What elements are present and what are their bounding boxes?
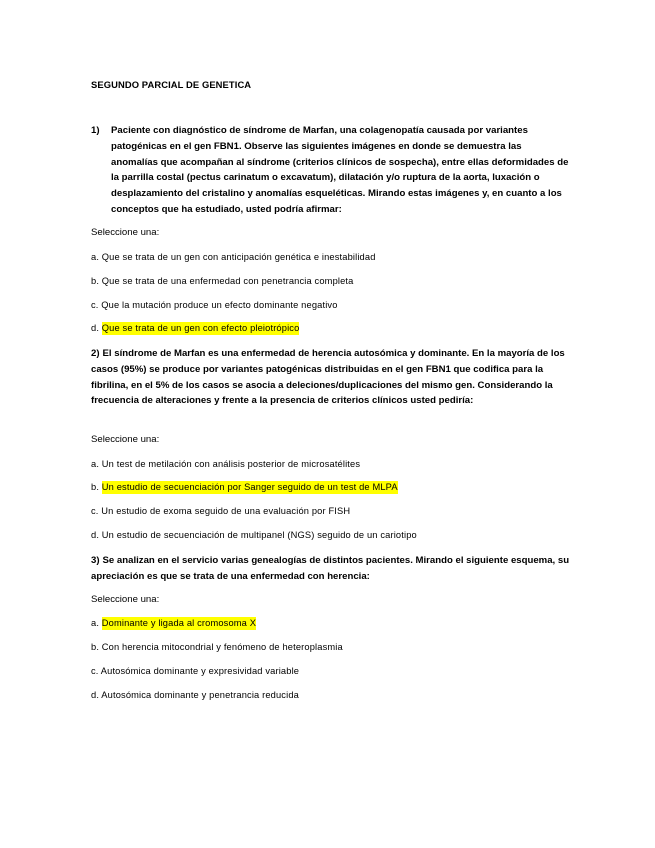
question-3-option-d[interactable] [91,690,299,700]
option-text: Que se trata de una enfermedad con penetrancia completa [101,276,354,286]
question-2-option-d[interactable] [91,530,417,540]
option-prefix: b. [91,276,100,286]
option-text: Que se trata de un gen con anticipación genética e inestabilidad [101,252,376,262]
option-prefix: a. [91,459,100,469]
question-1-text: Paciente con diagnóstico de síndrome de Marfan, una colagenopatía causada por variantes patogénicas en el gen FBN1. Observe las siguientes imágenes en donde se demuestra las anomalías que acompañan al síndrome (criterios clínicos de sospecha), entre ellas deformidades de la parrilla costal (pectus carinatum o excavatum), dilatación y/o ruptura de la aorta, luxación o desplazamiento del cristalino y anomalías esqueléticas. Mirando estas imágenes y, en cuanto a los conceptos que ha estudiado, usted podría afirmar: [111,125,569,215]
option-text-highlighted: Que se trata de un gen con efecto pleiotrópico [101,323,300,333]
option-text: Que la mutación produce un efecto dominante negativo [101,300,338,310]
option-text-highlighted: Un estudio de secuenciación por Sanger seguido de un test de MLPA [101,482,398,492]
option-text: Un estudio de exoma seguido de una evaluación por FISH [101,506,351,516]
question-2-statement [91,346,571,409]
option-text-highlighted: Dominante y ligada al cromosoma X [101,618,257,628]
question-1-option-a[interactable] [91,252,376,262]
option-prefix: a. [91,252,100,262]
option-text: Un test de metilación con análisis posterior de microsatélites [101,459,361,469]
document-title: SEGUNDO PARCIAL DE GENETICA [91,79,252,90]
option-text: Con herencia mitocondrial y fenómeno de heteroplasmia [101,642,343,652]
question-1-option-b[interactable] [91,276,353,286]
option-prefix: c. [91,300,99,310]
question-3-option-b[interactable] [91,642,343,652]
option-prefix: b. [91,642,100,652]
option-prefix: c. [91,666,99,676]
question-1-statement [91,123,571,218]
question-2-prompt: Seleccione una: [91,434,160,445]
option-prefix: d. [91,690,100,700]
question-1-option-d[interactable] [91,323,299,333]
question-1-option-c[interactable] [91,300,338,310]
question-3-prompt: Seleccione una: [91,594,160,605]
question-3-statement [91,553,571,585]
question-2-number: 2) [91,348,100,359]
question-1-number: 1) [91,125,100,136]
question-2-text: El síndrome de Marfan es una enfermedad de herencia autosómica y dominante. En la mayoría de los casos (95%) se produce por variantes patogénicas distribuidas en el gen FBN1 que codifica para la fibrilina, en el 5% de los casos se asocia a deleciones/duplicaciones del mismo gen. Considerando la frecuencia de alteraciones y frente a la presencia de criterios clínicos usted pediría: [91,348,565,407]
option-text: Autosómica dominante y expresividad variable [100,666,300,676]
question-3-option-a[interactable] [91,618,256,628]
question-3-number: 3) [91,555,100,566]
option-text: Un estudio de secuenciación de multipanel (NGS) seguido de un cariotipo [101,530,417,540]
option-prefix: b. [91,482,100,492]
question-2-option-b[interactable] [91,482,398,492]
option-prefix: c. [91,506,99,516]
question-3-text: Se analizan en el servicio varias genealogías de distintos pacientes. Mirando el siguiente esquema, su apreciación es que se trata de una enfermedad con herencia: [91,555,570,582]
question-3-option-c[interactable] [91,666,299,676]
option-prefix: d. [91,530,100,540]
question-2-option-a[interactable] [91,459,360,469]
option-prefix: d. [91,323,100,333]
question-2-option-c[interactable] [91,506,350,516]
question-1-prompt: Seleccione una: [91,227,160,238]
option-text: Autosómica dominante y penetrancia reducida [101,690,299,700]
option-prefix: a. [91,618,100,628]
